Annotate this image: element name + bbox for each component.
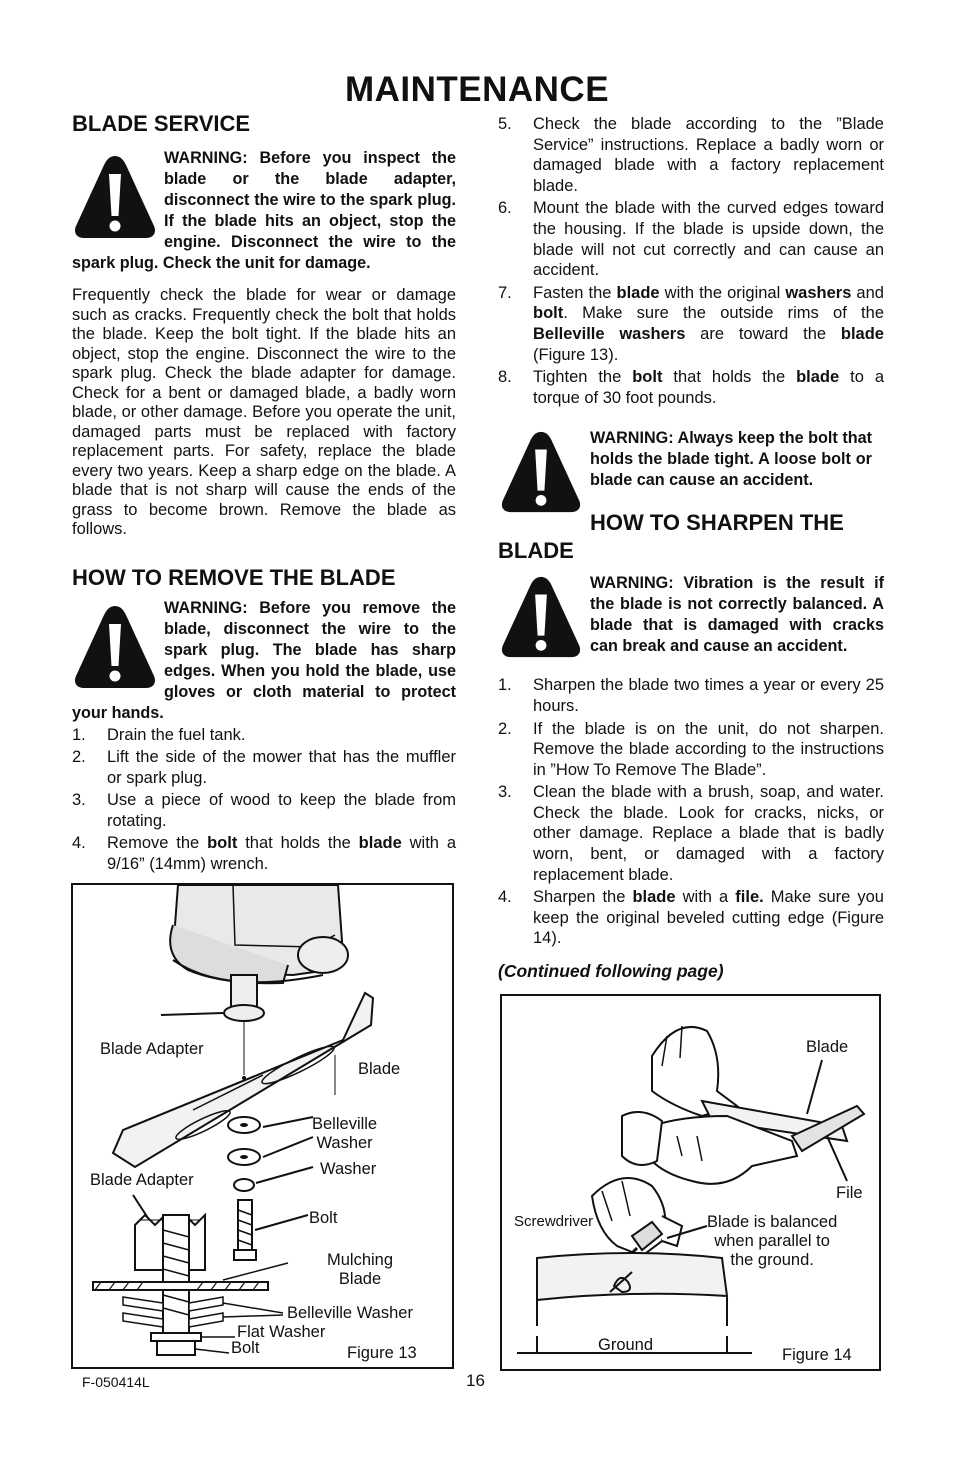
warning-icon bbox=[72, 602, 158, 692]
warning-icon bbox=[498, 573, 584, 661]
label-bolt-section: Bolt bbox=[231, 1339, 260, 1357]
list-item: 5. Check the blade according to the ”Blade Service” instructions. Replace a badly worn or damaged blade with a factory replacement blade. bbox=[498, 115, 884, 195]
label-ground: Ground bbox=[598, 1336, 654, 1354]
label-blade-adapter: Blade Adapter bbox=[100, 1040, 204, 1058]
label-washer: Washer bbox=[320, 1160, 377, 1178]
page-title: MAINTENANCE bbox=[344, 70, 610, 109]
figure-14 bbox=[500, 994, 881, 1371]
right-column bbox=[498, 114, 884, 982]
list-item: 1. Drain the fuel tank. bbox=[72, 725, 246, 744]
remove-blade-heading: HOW TO REMOVE THE BLADE bbox=[72, 564, 396, 590]
figure-caption: Figure 14 bbox=[782, 1346, 852, 1364]
sharpen-steps bbox=[498, 675, 884, 949]
warning-text: WARNING: Before you remove the blade, disconnect the wire to the spark plug. The blade has sharp edges. When you hold the blade, use gloves or cloth material to protect your hands. bbox=[72, 598, 456, 722]
blade-service-heading: BLADE SERVICE bbox=[72, 111, 251, 136]
figure-13-illustration bbox=[73, 885, 452, 1367]
list-item: 2. If the blade is on the unit, do not sharpen. Remove the blade according to the instructions in ”How To Remove The Blade”. bbox=[498, 719, 884, 779]
left-column bbox=[72, 110, 456, 877]
label-file: File bbox=[836, 1184, 863, 1202]
blade-service-warning bbox=[72, 148, 456, 274]
document-code: F-050414L bbox=[82, 1374, 150, 1390]
label-flat-washer: Flat Washer bbox=[237, 1323, 326, 1341]
label-belleville-washer-section: Belleville Washer bbox=[287, 1304, 413, 1322]
remove-blade-warning bbox=[72, 598, 456, 724]
figure-caption: Figure 13 bbox=[347, 1344, 417, 1362]
remove-steps bbox=[72, 725, 456, 875]
continued-note: (Continued following page) bbox=[498, 961, 724, 982]
figure-13 bbox=[71, 883, 454, 1369]
warning-icon bbox=[72, 152, 158, 242]
warning-text: WARNING: Vibration is the result if the blade is not correctly balanced. A blade that is damaged with cracks can break and cause an accident. bbox=[590, 574, 884, 656]
list-item: 6. Mount the blade with the curved edges toward the housing. If the blade is upside down, the blade will not cut correctly and can cause an accident. bbox=[498, 199, 884, 280]
list-item: 3. Use a piece of wood to keep the blade from rotating. bbox=[72, 791, 456, 830]
blade-service-body: Frequently check the blade for wear or damage such as cracks. Frequently check the bolt that holds the blade. Keep the bolt tight. If the blade hits an object, stop the engine. Disconnect the wire to the spark plug. Check the blade adapter for damage. Check for a bent or damaged blade, a badly worn blade, or other damage. Before you operate the unit, damaged parts must be replaced with factory replacement parts. For safety, replace the blade every two years. Keep a sharp edge on the blade. A blade that is not sharp will cause the ends of the grass to become brown. Remove the blade as follows. bbox=[72, 286, 456, 538]
label-blade-adapter-section: Blade Adapter bbox=[90, 1171, 194, 1189]
label-mulching-blade: Mulching Blade bbox=[327, 1251, 394, 1288]
page-number: 16 bbox=[466, 1371, 485, 1390]
label-bolt: Bolt bbox=[309, 1209, 338, 1227]
warning-text: WARNING: Always keep the bolt that holds the blade tight. A loose bolt or blade can cause an accident. bbox=[590, 429, 872, 490]
remove-steps-continued bbox=[498, 114, 884, 408]
list-item: 1. Sharpen the blade two times a year or every 25 hours. bbox=[498, 676, 884, 715]
label-screwdriver: Screwdriver bbox=[514, 1213, 594, 1230]
warning-icon bbox=[498, 428, 584, 516]
list-item: 2. Lift the side of the mower that has the muffler or spark plug. bbox=[72, 748, 456, 787]
sharpen-blade-heading: HOW TO SHARPEN THE BLADE bbox=[498, 510, 844, 564]
list-item: 8. Tighten the bolt that holds the blade to a torque of 30 foot pounds. bbox=[498, 368, 884, 407]
label-belleville-washer: Belleville Washer bbox=[312, 1115, 378, 1152]
list-item: 4. Remove the bolt that holds the blade with a 9/16” (14mm) wrench. bbox=[72, 834, 457, 874]
list-item: 7. Fasten the blade with the original washers and bolt. Make sure the outside rims of the Belleville washers are toward the blade (Figure 13). bbox=[498, 283, 884, 364]
label-blade: Blade bbox=[806, 1038, 849, 1056]
list-item: 3. Clean the blade with a brush, soap, and water. Check the blade. Look for cracks, nicks, or other damage. Replace a blade that is badly worn, bent, or damaged with a factory replacement blade. bbox=[498, 783, 884, 884]
label-balanced: Blade is balanced when parallel to the ground. bbox=[707, 1213, 838, 1269]
bolt-warning bbox=[498, 428, 884, 491]
label-blade: Blade bbox=[358, 1060, 401, 1078]
warning-text: WARNING: Before you inspect the blade or the blade adapter, disconnect the wire to the spark plug. If the blade hits an object, stop the engine. Disconnect the wire to the spark plug. Check the unit for damage. bbox=[72, 149, 456, 272]
sharpen-warning bbox=[498, 573, 884, 657]
list-item: 4. Sharpen the blade with a file. Make sure you keep the original beveled cutting edge (Figure 14). bbox=[498, 888, 884, 948]
